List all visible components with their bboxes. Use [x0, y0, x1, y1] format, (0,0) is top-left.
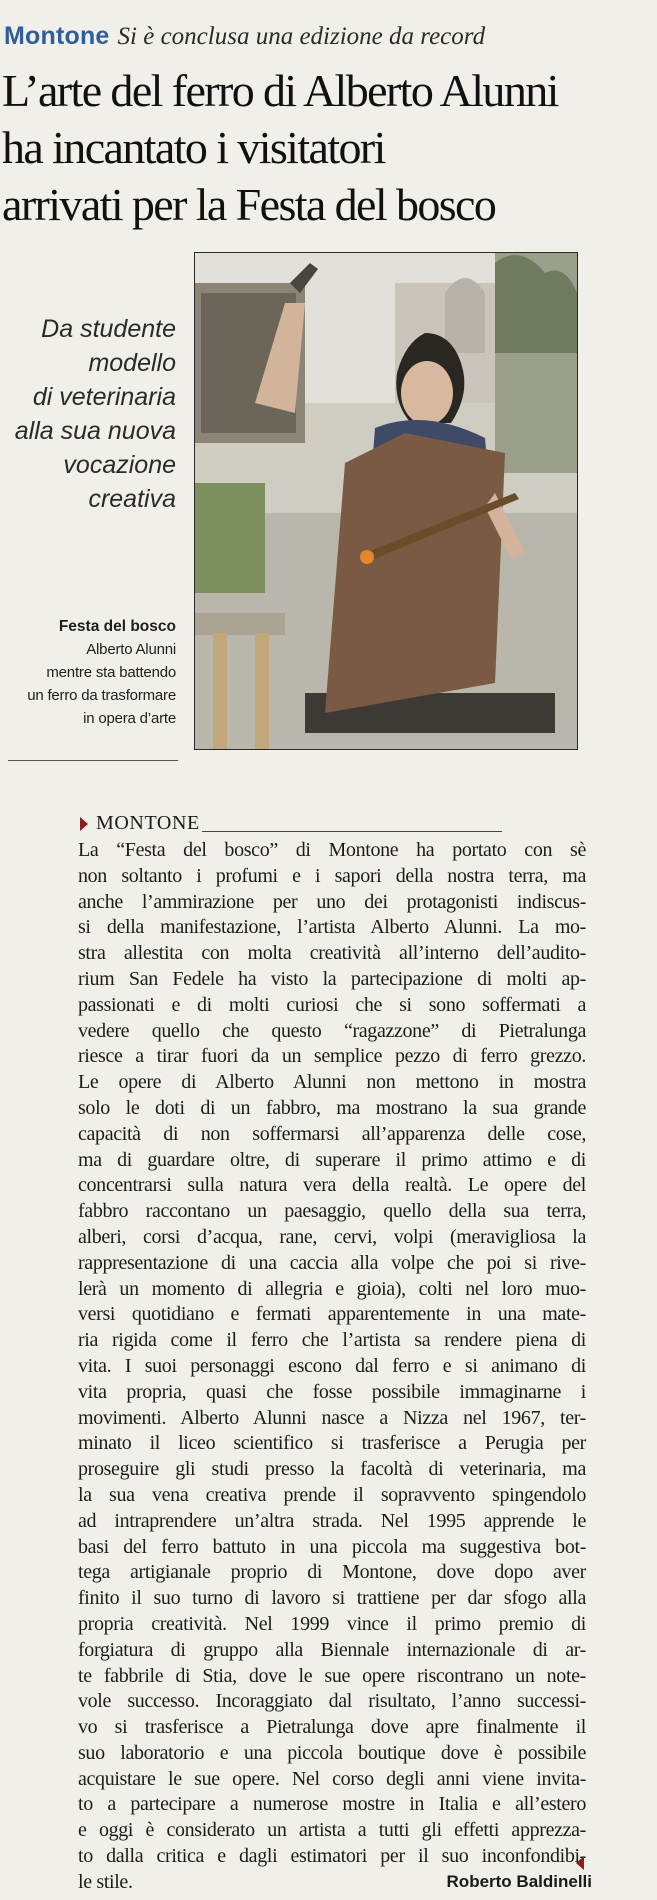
caption-divider — [8, 760, 178, 761]
article-line: anche l’ammirazione per uno dei protagonisti indiscus- — [78, 890, 586, 913]
article-line: concentrarsi sulla natura vera della realtà. Le opere del — [78, 1174, 586, 1197]
blacksmith-photo — [194, 252, 578, 750]
article-line: si della manifestazione, l’artista Alberto Alunni. La mo- — [78, 916, 586, 939]
article-line: minato il liceo scientifico si trasferisce a Perugia per — [78, 1432, 586, 1455]
dateline-marker-icon — [80, 817, 88, 831]
article-line: ria rigida come il ferro che l’artista sa rendere piena di — [78, 1329, 586, 1352]
article-line: forgiatura di gruppo alla Biennale internazionale di ar- — [78, 1638, 586, 1661]
subtitle — [8, 312, 176, 516]
article-line: to dalla critica e dagli estimatori per il suo inconfondibi- — [78, 1845, 586, 1868]
article-line: La “Festa del bosco” di Montone ha portato con sè — [78, 839, 586, 861]
article-line: le stile. — [78, 1870, 133, 1893]
article-line: rium San Fedele ha visto la partecipazione di molti ap- — [78, 967, 586, 990]
article-line: solo le doti di un fabbro, ma mostrano la sua grande — [78, 1096, 586, 1119]
blacksmith-photo-illustration — [195, 253, 577, 749]
article-body — [78, 838, 586, 1896]
byline: Roberto Baldinelli — [446, 1872, 592, 1891]
article-line: vita propria, quasi che fosse possibile immaginarne i — [78, 1380, 586, 1403]
caption-line: Alberto Alunni — [86, 641, 176, 658]
article-line: finito il suo turno di lavoro si trattiene per dar sfogo alla — [78, 1587, 586, 1610]
article-line: proseguire gli studi presso la facoltà di veterinaria, ma — [78, 1458, 586, 1481]
caption-line: in opera d’arte — [83, 710, 176, 727]
article-line: riesce a tirar fuori da un semplice pezzo di ferro grezzo. — [78, 1045, 586, 1068]
article-line: fabbro raccontano un paesaggio, quello della sua terra, — [78, 1200, 586, 1223]
article-line: vita. I suoi personaggi escono dal ferro e si animano di — [78, 1354, 586, 1377]
article-line: ma di guardare oltre, di superare il primo attimo e di — [78, 1148, 586, 1171]
article-line: te fabbrile di Stia, dove le sue opere riscontrano un note- — [78, 1664, 586, 1687]
kicker-summary: Si è conclusa una edizione da record — [117, 23, 486, 50]
article-line: ad intraprendere un’altra strada. Nel 1995 apprende le — [78, 1509, 586, 1532]
article-line: passionati e di molti curiosi che si sono soffermati a — [78, 993, 586, 1016]
article-line: Le opere di Alberto Alunni non mettono in mostra — [78, 1071, 586, 1094]
subtitle-line: di veterinaria — [32, 383, 176, 411]
dateline-rule — [202, 831, 502, 832]
article-line: lerà un momento di allegria e gioia), colti nel loro muo- — [78, 1277, 586, 1300]
article-line: versi quotidiano e fermati apparentemente in una mate- — [78, 1303, 586, 1326]
headline-line: ha incantato i visitatori — [2, 122, 385, 173]
article-line: to a partecipare a numerose mostre in Italia e all’estero — [78, 1793, 586, 1816]
subtitle-line: modello — [88, 349, 176, 377]
article-line: acquistare le sue opere. Nel corso degli anni viene invita- — [78, 1767, 586, 1790]
article-line: alberi, corsi d’acqua, rane, cervi, volpi (meravigliosa la — [78, 1225, 586, 1248]
end-marker-icon — [576, 1856, 584, 1870]
dateline-text: MONTONE — [96, 812, 200, 834]
dateline — [80, 812, 580, 835]
headline-line: arrivati per la Festa del bosco — [2, 179, 496, 230]
article-line: vedere quello che questo “ragazzone” di Pietralunga — [78, 1019, 586, 1042]
caption-line: mentre sta battendo — [46, 664, 176, 681]
article-line: non soltanto i profumi e i sapori della nostra terra, ma — [78, 864, 586, 887]
article-line: propria creatività. Nel 1999 vince il primo premio di — [78, 1612, 586, 1635]
subtitle-line: vocazione — [63, 451, 176, 479]
article-line: capacità di non soffermarsi all’apparenza delle cose, — [78, 1122, 586, 1145]
article-line: tega artigianale proprio di Montone, dove dopo aver — [78, 1561, 586, 1584]
subtitle-line: creativa — [88, 485, 176, 513]
caption-line: un ferro da trasformare — [27, 687, 176, 704]
headline — [2, 62, 652, 233]
article-line: stra allestita con molta creatività all’interno dell’audito- — [78, 942, 586, 965]
kicker-location: Montone — [4, 22, 110, 50]
kicker — [4, 22, 654, 51]
article-line: vo si trasferisce a Pietralunga dove apre finalmente il — [78, 1716, 586, 1739]
photo-caption — [8, 615, 176, 730]
article-line: vole successo. Incoraggiato dal risultato, l’anno successi- — [78, 1690, 586, 1713]
article-line: e oggi è considerato un artista a tutti gli effetti apprezza- — [78, 1819, 586, 1842]
article-line: suo laboratorio e una piccola boutique dove è possibile — [78, 1741, 586, 1764]
caption-title: Festa del bosco — [58, 618, 176, 635]
headline-line: L’arte del ferro di Alberto Alunni — [2, 65, 558, 116]
article-line: la sua vena creativa prende il sopravvento spingendolo — [78, 1483, 586, 1506]
article-line: rappresentazione di una caccia alla volpe che poi si rive- — [78, 1251, 586, 1274]
subtitle-line: Da studente — [41, 315, 176, 343]
article-line: basi del ferro battuto in una piccola ma suggestiva bot- — [78, 1535, 586, 1558]
article-line: movimenti. Alberto Alunni nasce a Nizza nel 1967, ter- — [78, 1406, 586, 1429]
subtitle-line: alla sua nuova — [14, 417, 176, 445]
